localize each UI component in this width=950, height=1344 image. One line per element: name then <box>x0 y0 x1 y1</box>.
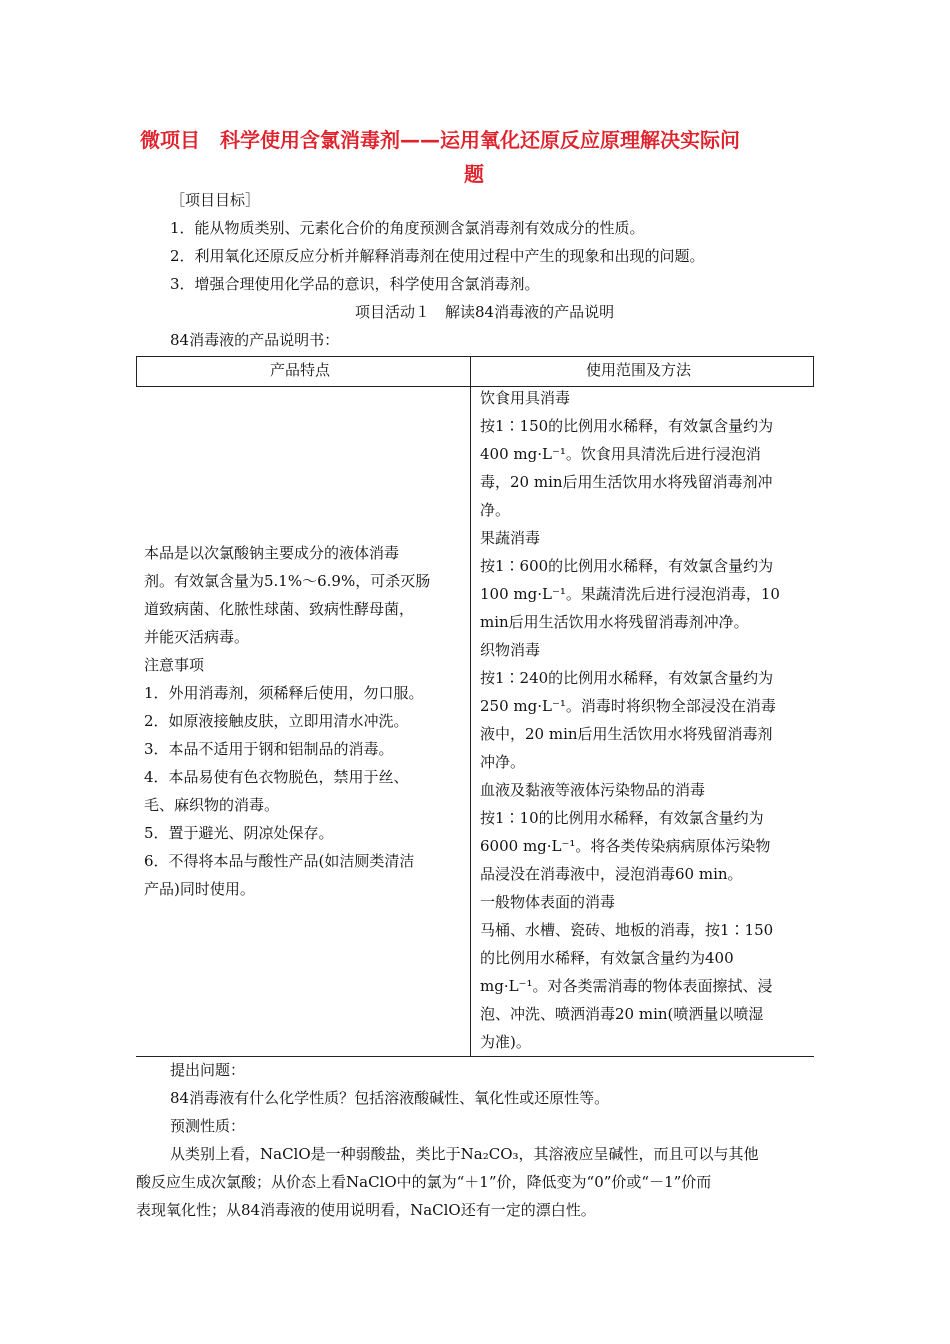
features-line: 注意事项 <box>144 656 205 674</box>
usage-line: 血液及黏液等液体污染物品的消毒 <box>480 781 706 799</box>
table-header-features: 产品特点 <box>270 361 331 379</box>
usage-line: 净。 <box>480 501 511 519</box>
usage-line: 按1∶150的比例用水稀释，有效氯含量约为 <box>480 417 774 435</box>
goal-item: 1．能从物质类别、元素化合价的角度预测含氯消毒剂有效成分的性质。 <box>170 219 645 237</box>
features-line: 道致病菌、化脓性球菌、致病性酵母菌， <box>144 600 415 618</box>
usage-line: 泡、冲洗、喷洒消毒20 min(喷洒量以喷湿 <box>480 1005 764 1023</box>
goal-item: 3．增强合理使用化学品的意识，科学使用含氯消毒剂。 <box>170 275 540 293</box>
table-top-border <box>136 356 814 357</box>
usage-line: 100 mg·L⁻¹。果蔬清洗后进行浸泡消毒，10 <box>480 585 780 603</box>
features-line: 1．外用消毒剂，须稀释后使用，勿口服。 <box>144 684 424 702</box>
usage-line: 马桶、水槽、瓷砖、地板的消毒，按1∶150 <box>480 921 774 939</box>
usage-line: 一般物体表面的消毒 <box>480 893 616 911</box>
usage-line: mg·L⁻¹。对各类需消毒的物体表面擦拭、浸 <box>480 977 773 995</box>
predict-label: 预测性质： <box>170 1117 246 1135</box>
usage-line: 饮食用具消毒 <box>480 389 571 407</box>
features-line: 毛、麻织物的消毒。 <box>144 796 280 814</box>
usage-line: 按1∶240的比例用水稀释，有效氯含量约为 <box>480 669 774 687</box>
usage-line: 400 mg·L⁻¹。饮食用具清洗后进行浸泡消 <box>480 445 761 463</box>
usage-line: 冲净。 <box>480 753 526 771</box>
features-line: 2．如原液接触皮肤，立即用清水冲洗。 <box>144 712 409 730</box>
usage-line: 按1∶10的比例用水稀释，有效氯含量约为 <box>480 809 764 827</box>
question-label: 提出问题： <box>170 1061 246 1079</box>
table-header-border <box>136 386 814 387</box>
table-right-border <box>813 356 814 387</box>
manual-label: 84消毒液的产品说明书： <box>170 331 340 349</box>
page-title-line1: 微项目 科学使用含氯消毒剂——运用氧化还原反应原理解决实际问 <box>140 128 740 152</box>
features-line: 并能灭活病毒。 <box>144 628 250 646</box>
features-line: 产品)同时使用。 <box>144 880 255 898</box>
features-line: 3．本品不适用于钢和铝制品的消毒。 <box>144 740 394 758</box>
usage-line: 果蔬消毒 <box>480 529 541 547</box>
usage-line: 250 mg·L⁻¹。消毒时将织物全部浸没在消毒 <box>480 697 776 715</box>
usage-line: 的比例用水稀释，有效氯含量约为400 <box>480 949 734 967</box>
question-text: 84消毒液有什么化学性质？包括溶液酸碱性、氧化性或还原性等。 <box>170 1089 610 1107</box>
features-line: 剂。有效氯含量为5.1%～6.9%，可杀灭肠 <box>144 572 431 590</box>
usage-line: 按1∶600的比例用水稀释，有效氯含量约为 <box>480 557 774 575</box>
activity-heading: 项目活动１ 解读84消毒液的产品说明 <box>355 303 615 321</box>
usage-line: 液中，20 min后用生活饮用水将残留消毒剂 <box>480 725 773 743</box>
usage-line: 织物消毒 <box>480 641 541 659</box>
usage-line: min后用生活饮用水将残留消毒剂冲净。 <box>480 613 749 631</box>
predict-line: 表现氧化性；从84消毒液的使用说明看，NaClO还有一定的漂白性。 <box>136 1201 596 1219</box>
features-line: 本品是以次氯酸钠主要成分的液体消毒 <box>144 544 400 562</box>
usage-line: 品浸没在消毒液中，浸泡消毒60 min。 <box>480 865 743 883</box>
page-title-line2: 题 <box>464 162 484 186</box>
features-line: 4．本品易使有色衣物脱色，禁用于丝、 <box>144 768 409 786</box>
predict-line: 从类别上看，NaClO是一种弱酸盐，类比于Na₂CO₃，其溶液应呈碱性，而且可以与其他 <box>170 1145 759 1163</box>
features-line: 5．置于避光、阴凉处保存。 <box>144 824 334 842</box>
features-line: 6．不得将本品与酸性产品(如洁厕类清洁 <box>144 852 415 870</box>
table-column-divider <box>470 356 471 1056</box>
predict-line: 酸反应生成次氯酸；从价态上看NaClO中的氯为“＋1”价，降低变为“0”价或“－1”价而 <box>136 1173 712 1191</box>
usage-line: 6000 mg·L⁻¹。将各类传染病病原体污染物 <box>480 837 771 855</box>
table-header-usage: 使用范围及方法 <box>586 361 692 379</box>
table-left-border <box>136 356 137 387</box>
goal-item: 2．利用氧化还原反应分析并解释消毒剂在使用过程中产生的现象和出现的问题。 <box>170 247 705 265</box>
goals-label: ［项目目标］ <box>170 191 261 209</box>
usage-line: 毒，20 min后用生活饮用水将残留消毒剂冲 <box>480 473 773 491</box>
usage-line: 为准)。 <box>480 1033 531 1051</box>
